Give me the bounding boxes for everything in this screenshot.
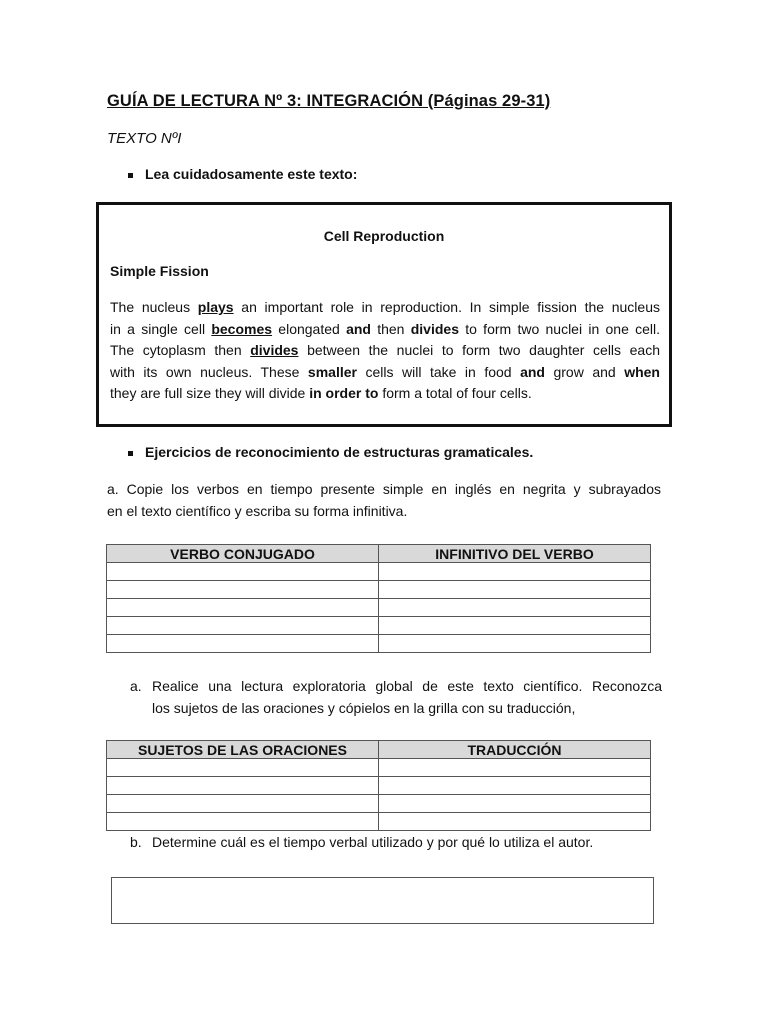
reading-subtitle: Simple Fission xyxy=(110,263,209,279)
answer-box[interactable] xyxy=(111,877,654,924)
table-cell-input[interactable] xyxy=(107,599,379,617)
reading-line: in a single cell becomes elongated and then divides to form two nuclei in one cell. xyxy=(110,320,661,337)
table-cell-input[interactable] xyxy=(379,813,651,831)
table-cell-input[interactable] xyxy=(379,599,651,617)
subjects-table xyxy=(106,740,651,831)
instruction-exercises-text: Ejercicios de reconocimiento de estructuras gramaticales. xyxy=(145,444,534,460)
reading-paragraph xyxy=(110,297,660,405)
instruction-read-text: Lea cuidadosamente este texto: xyxy=(145,166,358,182)
table-cell-input[interactable] xyxy=(379,777,651,795)
reading-title: Cell Reproduction xyxy=(323,228,445,244)
list-label: b. xyxy=(130,834,142,850)
table-cell-input[interactable] xyxy=(379,795,651,813)
exercise-b-text: Determine cuál es el tiempo verbal utilizado y por qué lo utiliza el autor. xyxy=(152,834,594,850)
table-row xyxy=(107,777,651,795)
square-bullet-icon xyxy=(128,451,133,456)
table-cell-input[interactable] xyxy=(379,635,651,653)
column-header: INFINITIVO DEL VERBO xyxy=(379,545,651,563)
reading-text-box xyxy=(96,202,672,427)
exercise-a-text: a. Copie los verbos en tiempo presente simple en inglés en negrita y subrayados en el texto científico y escriba su forma infinitiva. xyxy=(107,481,661,519)
table-row xyxy=(107,635,651,653)
table-cell-input[interactable] xyxy=(107,617,379,635)
reading-line: The nucleus plays an important role in reproduction. In simple fission the nucleus xyxy=(110,299,660,315)
table-row xyxy=(107,617,651,635)
table-cell-input[interactable] xyxy=(379,759,651,777)
table-row xyxy=(107,813,651,831)
reading-line: with its own nucleus. These smaller cells will take in food and grow and when xyxy=(110,363,660,380)
table-cell-input[interactable] xyxy=(107,635,379,653)
table-cell-input[interactable] xyxy=(107,759,379,777)
table-cell-input[interactable] xyxy=(107,795,379,813)
square-bullet-icon xyxy=(128,173,133,178)
reading-line: they are full size they will divide in order to form a total of four cells. xyxy=(110,385,532,401)
table-row xyxy=(107,795,651,813)
table-row xyxy=(107,759,651,777)
list-label: a. xyxy=(130,678,142,694)
table-cell-input[interactable] xyxy=(107,581,379,599)
verbs-table xyxy=(106,544,651,653)
column-header: SUJETOS DE LAS ORACIONES xyxy=(107,741,379,759)
instruction-read xyxy=(128,166,357,182)
table-cell-input[interactable] xyxy=(107,777,379,795)
table-row xyxy=(107,563,651,581)
text-label: TEXTO NºI xyxy=(107,130,182,147)
instruction-exercises xyxy=(128,444,533,460)
table-cell-input[interactable] xyxy=(107,813,379,831)
table-row xyxy=(107,581,651,599)
table-row xyxy=(107,599,651,617)
column-header: TRADUCCIÓN xyxy=(379,741,651,759)
exercise-a2-text: Realice una lectura exploratoria global de este texto científico. Reconozca los sujetos de las oraciones y cópielos en la grilla con su traducción, xyxy=(152,678,662,716)
page-title: GUÍA DE LECTURA Nº 3: INTEGRACIÓN (Páginas 29-31) xyxy=(107,92,551,110)
column-header: VERBO CONJUGADO xyxy=(107,545,379,563)
reading-line: The cytoplasm then divides between the nuclei to form two daughter cells each xyxy=(110,342,661,358)
table-cell-input[interactable] xyxy=(379,581,651,599)
table-cell-input[interactable] xyxy=(379,617,651,635)
table-cell-input[interactable] xyxy=(107,563,379,581)
table-cell-input[interactable] xyxy=(379,563,651,581)
